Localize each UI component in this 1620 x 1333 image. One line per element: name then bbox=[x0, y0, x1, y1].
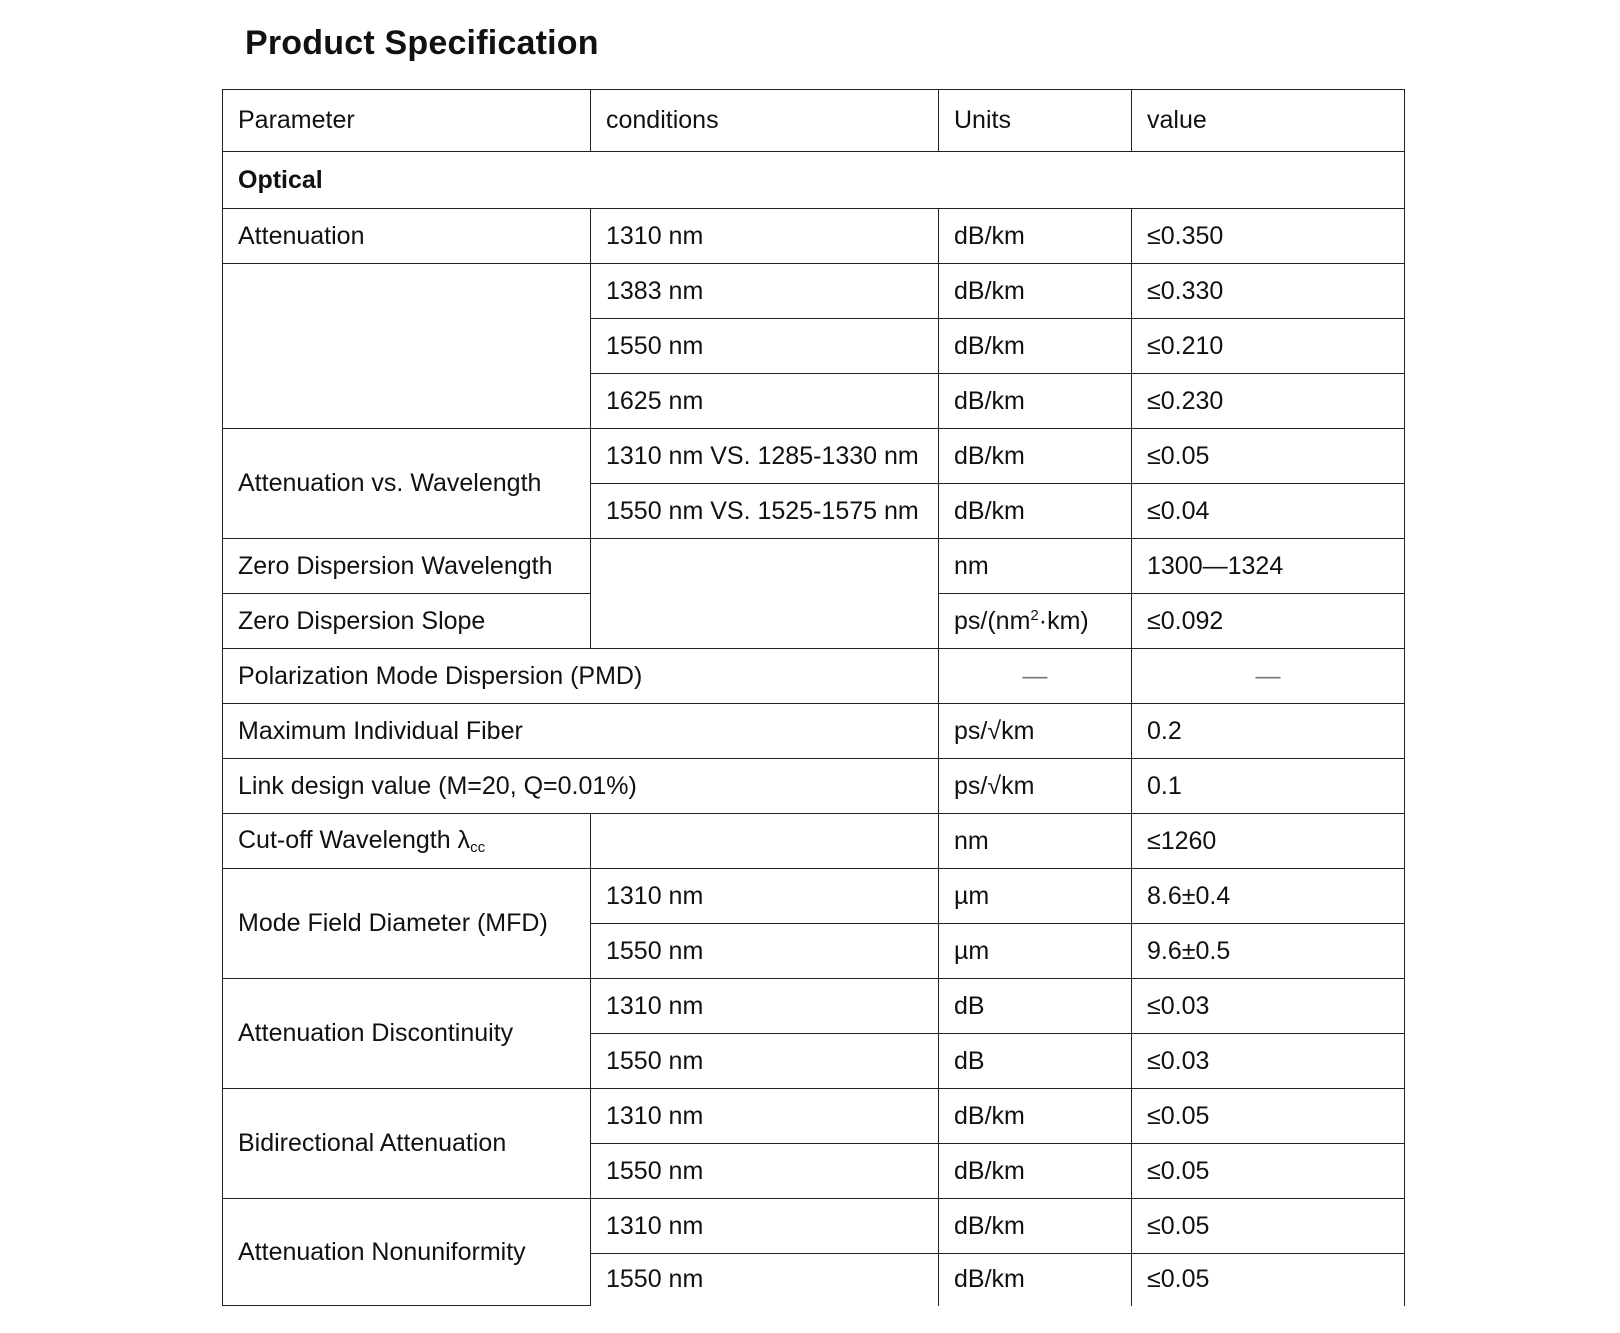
units-cell: dB bbox=[939, 979, 1132, 1034]
param-attenuation-vs-wavelength: Attenuation vs. Wavelength bbox=[223, 429, 591, 539]
table-row bbox=[223, 264, 1405, 319]
section-optical: Optical bbox=[223, 152, 1405, 209]
table-row bbox=[223, 814, 1405, 869]
condition-cell: 1550 nm bbox=[591, 1034, 939, 1089]
value-cell: ≤0.04 bbox=[1132, 484, 1405, 539]
param-subscript: cc bbox=[470, 839, 486, 856]
header-value: value bbox=[1132, 90, 1405, 152]
param-empty bbox=[223, 264, 591, 429]
condition-cell: 1310 nm bbox=[591, 1089, 939, 1144]
condition-cell: 1310 nm bbox=[591, 869, 939, 924]
condition-cell: 1550 nm bbox=[591, 1144, 939, 1199]
value-cell: — bbox=[1132, 649, 1405, 704]
param-mode-field-diameter: Mode Field Diameter (MFD) bbox=[223, 869, 591, 979]
param-pmd: Polarization Mode Dispersion (PMD) bbox=[223, 649, 939, 704]
table-row bbox=[223, 979, 1405, 1034]
condition-cell: 1550 nm VS. 1525-1575 nm bbox=[591, 484, 939, 539]
units-superscript: 2 bbox=[1030, 606, 1039, 624]
units-cell: dB/km bbox=[939, 484, 1132, 539]
units-text: ps/(nm bbox=[954, 606, 1031, 635]
condition-empty bbox=[591, 814, 939, 869]
units-cell: µm bbox=[939, 869, 1132, 924]
condition-cell: 1310 nm VS. 1285-1330 nm bbox=[591, 429, 939, 484]
units-cell: dB/km bbox=[939, 1144, 1132, 1199]
table-header-row bbox=[223, 90, 1405, 152]
condition-empty bbox=[591, 539, 939, 649]
condition-cell: 1550 nm bbox=[591, 924, 939, 979]
value-cell: 8.6±0.4 bbox=[1132, 869, 1405, 924]
value-cell: ≤0.210 bbox=[1132, 319, 1405, 374]
value-cell: ≤0.05 bbox=[1132, 1144, 1405, 1199]
units-cell: ps/√km bbox=[939, 704, 1132, 759]
page-title: Product Specification bbox=[245, 24, 599, 62]
units-cell: nm bbox=[939, 814, 1132, 869]
units-cell: dB bbox=[939, 1034, 1132, 1089]
section-row bbox=[223, 152, 1405, 209]
units-cell bbox=[939, 594, 1132, 649]
condition-cell: 1383 nm bbox=[591, 264, 939, 319]
header-parameter: Parameter bbox=[223, 90, 591, 152]
condition-cell: 1625 nm bbox=[591, 374, 939, 429]
units-cell: dB/km bbox=[939, 1254, 1132, 1306]
table-row bbox=[223, 759, 1405, 814]
value-cell: ≤0.330 bbox=[1132, 264, 1405, 319]
table-row bbox=[223, 1199, 1405, 1254]
header-conditions: conditions bbox=[591, 90, 939, 152]
param-link-design-value: Link design value (M=20, Q=0.01%) bbox=[223, 759, 939, 814]
param-zero-dispersion-wavelength: Zero Dispersion Wavelength bbox=[223, 539, 591, 594]
value-cell: 0.2 bbox=[1132, 704, 1405, 759]
units-cell: dB/km bbox=[939, 209, 1132, 264]
table-row bbox=[223, 539, 1405, 594]
value-cell: ≤0.092 bbox=[1132, 594, 1405, 649]
table-row bbox=[223, 209, 1405, 264]
value-cell: 0.1 bbox=[1132, 759, 1405, 814]
units-cell: dB/km bbox=[939, 319, 1132, 374]
value-cell: ≤0.03 bbox=[1132, 1034, 1405, 1089]
value-cell: ≤0.05 bbox=[1132, 429, 1405, 484]
param-zero-dispersion-slope: Zero Dispersion Slope bbox=[223, 594, 591, 649]
units-cell: dB/km bbox=[939, 374, 1132, 429]
condition-cell: 1310 nm bbox=[591, 209, 939, 264]
value-cell: ≤0.03 bbox=[1132, 979, 1405, 1034]
units-cell: — bbox=[939, 649, 1132, 704]
header-units: Units bbox=[939, 90, 1132, 152]
table-row bbox=[223, 869, 1405, 924]
value-cell: ≤0.05 bbox=[1132, 1254, 1405, 1306]
param-bidirectional-attenuation: Bidirectional Attenuation bbox=[223, 1089, 591, 1199]
units-cell: dB/km bbox=[939, 1089, 1132, 1144]
table-row bbox=[223, 704, 1405, 759]
table-row bbox=[223, 1089, 1405, 1144]
units-cell: dB/km bbox=[939, 429, 1132, 484]
param-attenuation: Attenuation bbox=[223, 209, 591, 264]
table-row bbox=[223, 649, 1405, 704]
value-cell: ≤0.350 bbox=[1132, 209, 1405, 264]
spec-table bbox=[222, 89, 1405, 1306]
units-cell: ps/√km bbox=[939, 759, 1132, 814]
condition-cell: 1310 nm bbox=[591, 1199, 939, 1254]
value-cell: ≤0.05 bbox=[1132, 1089, 1405, 1144]
units-cell: dB/km bbox=[939, 1199, 1132, 1254]
param-attenuation-discontinuity: Attenuation Discontinuity bbox=[223, 979, 591, 1089]
param-attenuation-nonuniformity: Attenuation Nonuniformity bbox=[223, 1199, 591, 1306]
units-cell: nm bbox=[939, 539, 1132, 594]
param-cutoff-wavelength bbox=[223, 814, 591, 869]
condition-cell: 1310 nm bbox=[591, 979, 939, 1034]
value-cell: ≤0.05 bbox=[1132, 1199, 1405, 1254]
units-text: ·km) bbox=[1038, 606, 1089, 635]
units-cell: µm bbox=[939, 924, 1132, 979]
value-cell: 1300—1324 bbox=[1132, 539, 1405, 594]
param-max-individual-fiber: Maximum Individual Fiber bbox=[223, 704, 939, 759]
value-cell: 9.6±0.5 bbox=[1132, 924, 1405, 979]
table-row bbox=[223, 429, 1405, 484]
condition-cell: 1550 nm bbox=[591, 1254, 939, 1306]
condition-cell: 1550 nm bbox=[591, 319, 939, 374]
value-cell: ≤0.230 bbox=[1132, 374, 1405, 429]
param-text: Cut-off Wavelength λ bbox=[238, 826, 471, 854]
value-cell: ≤1260 bbox=[1132, 814, 1405, 869]
units-cell: dB/km bbox=[939, 264, 1132, 319]
